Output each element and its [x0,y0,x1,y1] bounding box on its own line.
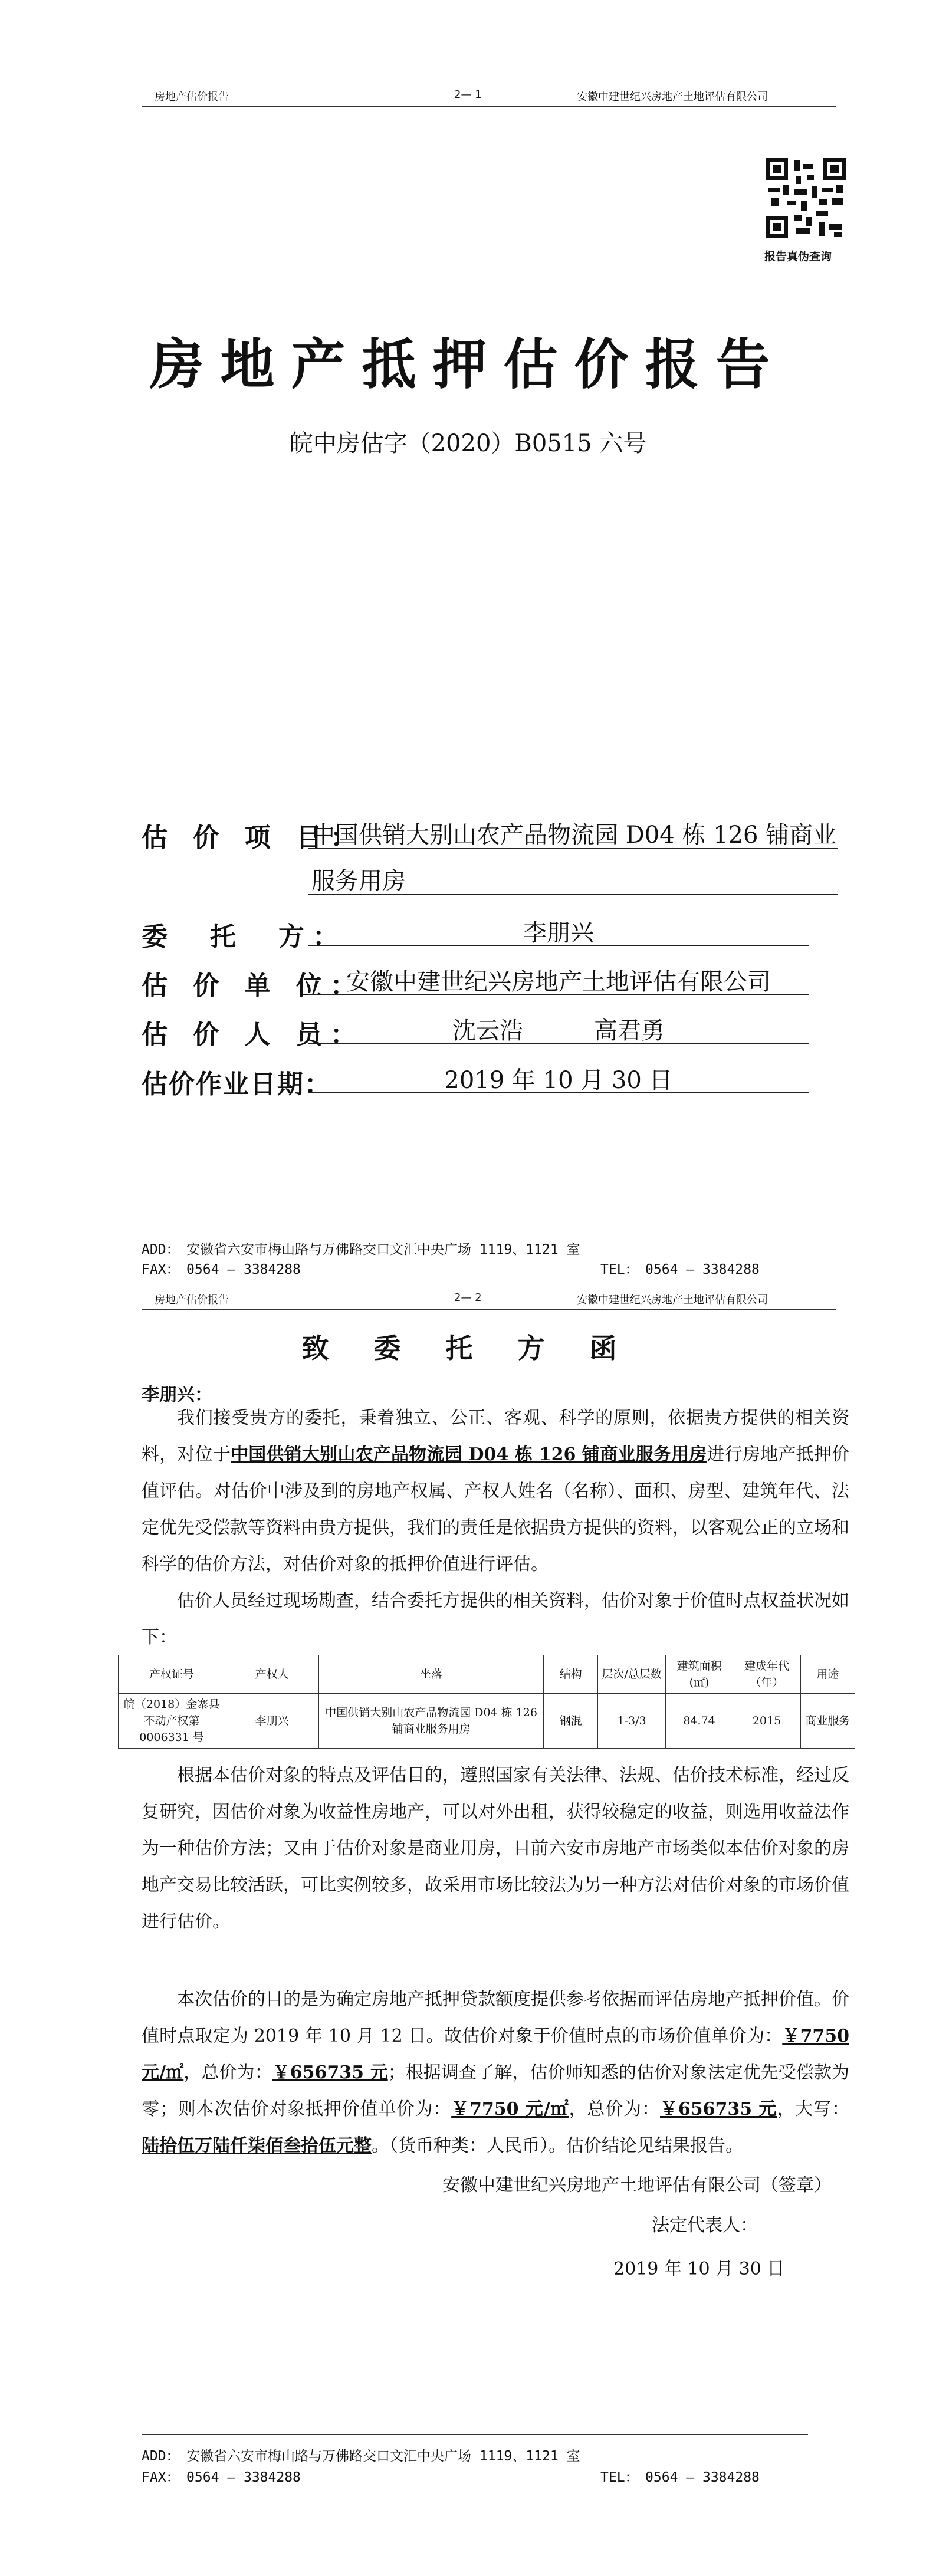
market-unit-price: ￥7750 元/㎡ [142,2026,849,2083]
table-header-row [119,1655,855,1694]
table-cell: 皖（2018）金寨县不动产权第 0006331 号 [119,1694,225,1749]
table-cell: 2015 [733,1694,800,1749]
header-rule [142,106,836,107]
table-cell: 李朋兴 [225,1694,319,1749]
footer-rule [142,2434,808,2435]
header-right: 安徽中建世纪兴房地产土地评估有限公司 [577,91,768,103]
table-header-cell: 层次/总层数 [598,1655,665,1694]
mortgage-total-price-words: 陆拾伍万陆仟柒佰叁拾伍元整 [142,2135,372,2156]
field-value-project-line1: 中国供销大别山农产品物流园 D04 栋 126 铺商业 [311,822,837,849]
field-underline [308,1092,809,1093]
signature-date: 2019 年 10 月 30 日 [613,2259,785,2279]
table-header-cell: 用途 [800,1655,855,1694]
table-cell: 商业服务 [800,1694,855,1749]
field-label-appraisers: 估 价 人 员： [142,1020,364,1050]
header-page-number: 2— 1 [454,88,482,101]
paragraph-2: 估价人员经过现场勘查，结合委托方提供的相关资料，估价对象于价值时点权益状况如下： [142,1591,849,1648]
paragraph-1-text-cont: 进行房地产抵押价值评估。对估价中涉及到的房地产权属、产权人姓名（名称）、面积、房型、建筑年代、法定优先受偿款等资料由贵方提供，我们的责任是依据贵方提供的资料，以客观公正的立场和科学的估价方法，对估价对象的抵押价值进行评估。 [142,1444,849,1575]
field-value-project-line2: 服务用房 [311,868,406,895]
footer-fax: FAX： 0564 — 3384288 [142,1262,301,1277]
report-title: 房地产抵押估价报告 [149,333,787,396]
qr-caption: 报告真伪查询 [764,250,832,263]
footer-tel: TEL： 0564 — 3384288 [600,1262,760,1277]
paragraph-3: 根据本估价对象的特点及评估目的，遵照国家有关法律、法规、估价技术标准，经过反复研究，因估价对象为收益性房地产，可以对外出租，获得较稳定的收益，则选用收益法作为一种估价方法；又由于估价对象是商业用房，目前六安市房地产市场类似本估价对象的房地产交易比较活跃，可比实例较多，故采用市场比较法为另一种方法对估价对象的市场价值进行估价。 [142,1765,849,1932]
paragraph-4-text: ，大写： [777,2099,849,2120]
table-header-cell: 坐落 [319,1655,544,1694]
property-table [118,1655,855,1749]
table-header-cell: 结构 [544,1655,598,1694]
table-cell: 中国供销大别山农产品物流园 D04 栋 126 铺商业服务用房 [319,1694,544,1749]
table-cell: 84.74 [665,1694,733,1749]
field-label-client: 委 托 方： [142,922,347,952]
field-underline [308,945,809,946]
table-header-cell: 建筑面积(㎡) [665,1655,733,1694]
paragraph-4-text: ；根据调查了解，估价师知悉的估价对象法定优先受偿款为零；则本次估价对象抵押价值单价为： [142,2062,849,2120]
paragraph-4-text: 本次估价的目的是为确定房地产抵押贷款额度提供参考依据而评估房地产抵押价值。价值时点取定为 2019 年 10 月 12 日。故估价对象于价值时点的市场价值单价为： [142,1989,849,2046]
header-rule [142,1309,836,1310]
footer-address: ADD： 安徽省六安市梅山路与万佛路交口文汇中央广场 1119、1121 室 [142,2449,580,2464]
document-number: 皖中房估字（2020）B0515 六号 [289,430,647,457]
field-value-client: 李朋兴 [523,919,594,947]
field-label-project: 估 价 项 目： [142,823,364,853]
letter-title: 致 委 托 方 函 [301,1332,635,1364]
field-underline [308,1043,809,1044]
market-total-price: ￥656735 元 [272,2062,388,2083]
paragraph-4-text: ，总价为： [183,2062,272,2083]
footer-address: ADD： 安徽省六安市梅山路与万佛路交口文汇中央广场 1119、1121 室 [142,1242,580,1257]
field-value-appraiser-org: 安徽中建世纪兴房地产土地评估有限公司 [346,968,771,995]
field-underline [308,994,809,995]
table-header-cell: 建成年代（年） [733,1655,800,1694]
paragraph-1 [142,1400,849,1583]
field-value-appraisers: 沈云浩 高君勇 [452,1017,665,1044]
signature-company: 安徽中建世纪兴房地产土地评估有限公司（签章） [442,2175,832,2196]
field-label-appraiser-org: 估 价 单 位： [142,971,364,1001]
mortgage-total-price: ￥656735 元 [659,2099,777,2120]
salutation: 李朋兴： [142,1385,212,1405]
paragraph-4-text: 。（货币种类：人民币）。估价结论见结果报告。 [372,2135,743,2156]
table-header-cell: 产权人 [225,1655,319,1694]
field-underline [308,894,838,895]
header-page-number: 2— 2 [454,1292,482,1304]
table-cell: 1-3/3 [598,1694,665,1749]
paragraph-1-text: 我们接受贵方的委托，秉着独立、公正、客观、科学的原则，依据贵方提供的相关资料，对位于 [142,1408,849,1465]
footer-fax: FAX： 0564 — 3384288 [142,2470,301,2485]
paragraph-4 [142,1982,849,2164]
field-underline [308,848,838,849]
field-label-work-date: 估价作业日期： [142,1069,331,1099]
table-cell: 钢混 [544,1694,598,1749]
header-left: 房地产估价报告 [155,91,229,103]
signature-representative: 法定代表人： [652,2215,758,2236]
header-left: 房地产估价报告 [155,1294,229,1306]
qr-code-icon[interactable] [766,158,846,238]
property-name: 中国供销大别山农产品物流园 D04 栋 126 铺商业服务用房 [231,1444,707,1465]
table-row [119,1694,855,1749]
field-value-work-date: 2019 年 10 月 30 日 [444,1067,673,1094]
footer-tel: TEL： 0564 — 3384288 [600,2470,760,2485]
mortgage-unit-price: ￥7750 元/㎡ [451,2099,569,2120]
paragraph-4-text: ，总价为： [569,2099,660,2120]
header-right: 安徽中建世纪兴房地产土地评估有限公司 [577,1294,768,1306]
table-header-cell: 产权证号 [119,1655,225,1694]
